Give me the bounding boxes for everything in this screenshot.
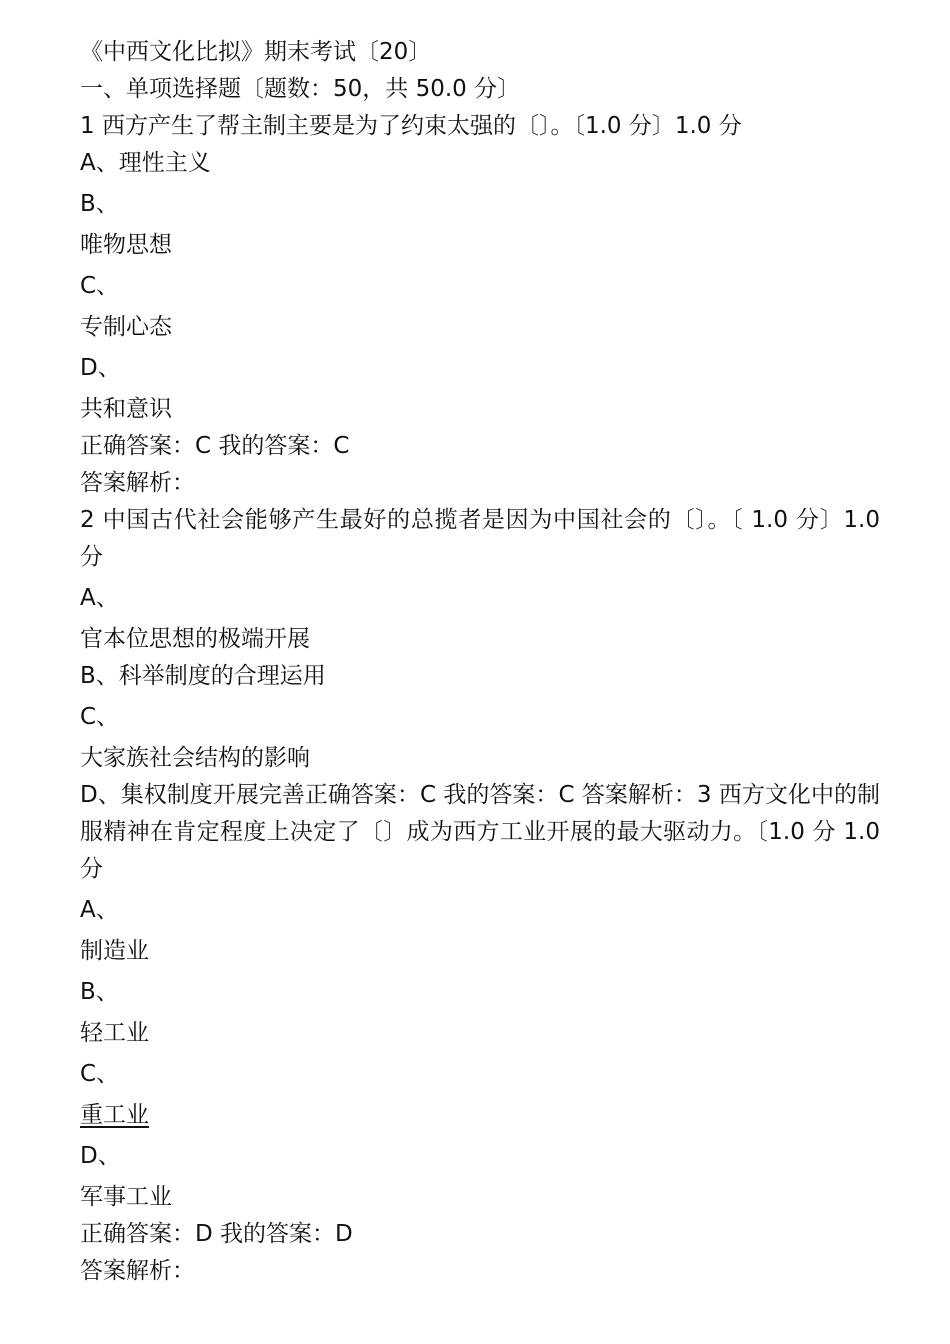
q1-option-d-label: D、 (80, 355, 121, 381)
q1-option-d-text: 共和意识 (80, 396, 172, 422)
q2-option-c-label: C、 (80, 704, 120, 730)
q2-stem: 2 中国古代社会能够产生最好的总揽者是因为中国社会的〔〕。〔 1.0 分〕1.0 分 (80, 507, 880, 570)
q1-analysis: 答案解析： (80, 470, 195, 496)
q1-option-b-label: B、 (80, 191, 119, 217)
q2-option-a-text: 官本位思想的极端开展 (80, 626, 310, 652)
q1-stem: 1 西方产生了帮主制主要是为了约束太强的〔〕。〔1.0 分〕1.0 分 (80, 113, 742, 139)
q1-option-c-text: 专制心态 (80, 314, 172, 340)
q3-option-c-text: 重工业 (80, 1102, 149, 1128)
q2-option-b: B、科举制度的合理运用 (80, 663, 326, 689)
q3-option-b-text: 轻工业 (80, 1020, 149, 1046)
q3-analysis: 答案解析： (80, 1258, 195, 1284)
q2-option-a-label: A、 (80, 585, 119, 611)
document-title: 《中西文化比拟》期末考试〔20〕 (80, 39, 432, 65)
q3-option-a-text: 制造业 (80, 938, 149, 964)
q3-option-b-label: B、 (80, 979, 119, 1005)
q3-option-d-label: D、 (80, 1143, 121, 1169)
q2-option-d-and-q3-stem: D、集权制度开展完善正确答案：C 我的答案：C 答案解析：3 西方文化中的制服精神在肯定程度上决定了〔〕成为西方工业开展的最大驱动力。〔1.0 分 1.0 分 (80, 782, 880, 882)
q1-option-a: A、理性主义 (80, 150, 211, 176)
document-page (80, 34, 880, 1290)
q3-answer: 正确答案：D 我的答案：D (80, 1221, 353, 1247)
section-heading: 一、单项选择题〔题数：50，共 50.0 分〕 (80, 76, 521, 102)
q3-option-c-label: C、 (80, 1061, 120, 1087)
q2-option-c-text: 大家族社会结构的影响 (80, 745, 310, 771)
q1-option-b-text: 唯物思想 (80, 232, 172, 258)
q3-option-d-text: 军事工业 (80, 1184, 172, 1210)
q1-answer: 正确答案：C 我的答案：C (80, 433, 350, 459)
q3-option-a-label: A、 (80, 897, 119, 923)
q1-option-c-label: C、 (80, 273, 120, 299)
